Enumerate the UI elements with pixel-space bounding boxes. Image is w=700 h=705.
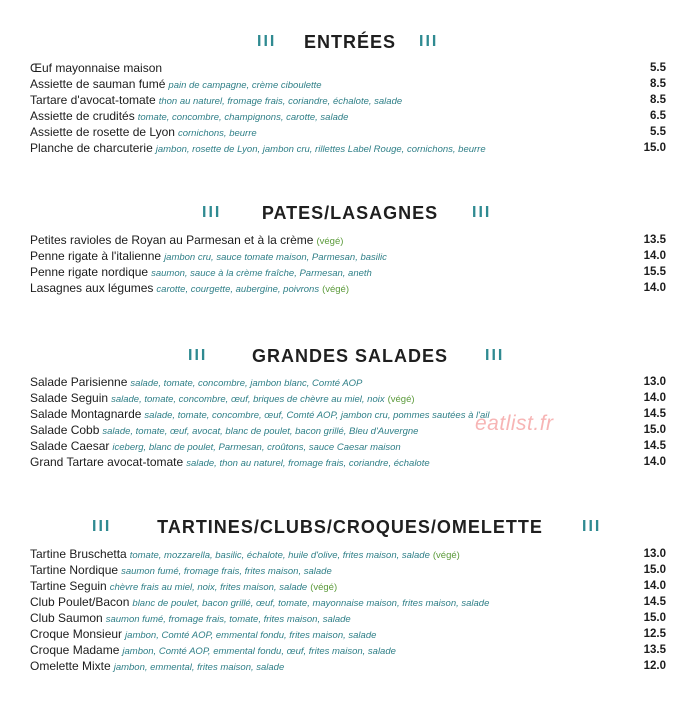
menu-item	[30, 264, 666, 280]
section-header	[0, 32, 700, 56]
section-items	[30, 232, 666, 296]
dish-price: 15.0	[643, 424, 666, 436]
menu-item	[30, 546, 666, 562]
menu-section	[0, 32, 700, 56]
dish-price: 15.0	[643, 564, 666, 576]
dish-name: Tartine Seguin	[30, 579, 107, 593]
dish-description: jambon, Comté AOP, emmental fondu, œuf, frites maison, salade	[122, 646, 396, 657]
menu-item	[30, 390, 666, 406]
menu-section	[0, 346, 700, 370]
dish-price: 13.5	[643, 234, 666, 246]
dish-price: 15.5	[643, 266, 666, 278]
vegetarian-tag: (végé)	[322, 284, 350, 295]
menu-item	[30, 610, 666, 626]
dish-name: Salade Parisienne	[30, 375, 128, 389]
section-title: ENTRÉES	[303, 32, 397, 52]
dish-name: Tartine Nordique	[30, 563, 119, 577]
dish-price: 14.0	[643, 456, 666, 468]
bars-ornament-right: III	[485, 347, 505, 364]
dish-name: Assiette de crudités	[30, 109, 135, 123]
section-title: TARTINES/CLUBS/CROQUES/OMELETTE	[157, 517, 543, 537]
dish-description: blanc de poulet, bacon grillé, œuf, tomate, mayonnaise maison, frites maison, salade	[132, 598, 490, 609]
dish-name: Salade Cobb	[30, 423, 100, 437]
watermark: eatlist.fr	[475, 412, 554, 435]
dish-description: salade, thon au naturel, fromage frais, coriandre, échalote	[186, 458, 430, 469]
dish-price: 13.0	[643, 376, 666, 388]
dish-name: Grand Tartare avocat-tomate	[30, 455, 184, 469]
dish-description: saumon, sauce à la crème fraîche, Parmesan, aneth	[151, 268, 372, 279]
dish-price: 14.0	[643, 282, 666, 294]
menu-item	[30, 642, 666, 658]
menu-section	[0, 517, 700, 541]
dish-description: tomate, concombre, champignons, carotte, salade	[137, 112, 349, 123]
dish-name: Club Poulet/Bacon	[30, 595, 130, 609]
dish-price: 14.5	[643, 440, 666, 452]
bars-ornament-right: III	[472, 204, 492, 221]
dish-name: Assiette de rosette de Lyon	[30, 125, 175, 139]
menu-item	[30, 658, 666, 674]
dish-price: 14.5	[643, 408, 666, 420]
dish-price: 8.5	[650, 78, 666, 90]
menu-item	[30, 578, 666, 594]
dish-name: Petites ravioles de Royan au Parmesan et à la crème	[30, 233, 314, 247]
dish-description: salade, tomate, concombre, jambon blanc, Comté AOP	[130, 378, 363, 389]
menu-item	[30, 406, 666, 422]
dish-description: jambon cru, sauce tomate maison, Parmesan, basilic	[164, 252, 387, 263]
bars-ornament-left: III	[188, 347, 208, 364]
dish-price: 15.0	[643, 612, 666, 624]
dish-name: Lasagnes aux légumes	[30, 281, 154, 295]
dish-price: 5.5	[650, 126, 666, 138]
bars-ornament-right: III	[582, 518, 602, 535]
dish-description: saumon fumé, fromage frais, frites maison, salade	[121, 566, 332, 577]
dish-name: Planche de charcuterie	[30, 141, 153, 155]
dish-description: cornichons, beurre	[177, 128, 257, 139]
menu-item	[30, 454, 666, 470]
menu-item	[30, 232, 666, 248]
dish-name: Club Saumon	[30, 611, 103, 625]
dish-description: carotte, courgette, aubergine, poivrons	[156, 284, 320, 295]
menu-item	[30, 76, 666, 92]
dish-price: 14.5	[643, 596, 666, 608]
dish-description: salade, tomate, œuf, avocat, blanc de poulet, bacon grillé, Bleu d'Auvergne	[102, 426, 419, 437]
section-title: PATES/LASAGNES	[261, 203, 439, 223]
dish-name: Salade Caesar	[30, 439, 110, 453]
bars-ornament-left: III	[257, 33, 277, 50]
dish-name: Penne rigate à l'italienne	[30, 249, 162, 263]
menu-item	[30, 438, 666, 454]
dish-description: thon au naturel, fromage frais, coriandre, échalote, salade	[158, 96, 403, 107]
dish-price: 15.0	[643, 142, 666, 154]
dish-name: Salade Montagnarde	[30, 407, 142, 421]
bars-ornament-left: III	[202, 204, 222, 221]
dish-name: Omelette Mixte	[30, 659, 111, 673]
dish-name: Œuf mayonnaise maison	[30, 61, 163, 75]
menu-item	[30, 248, 666, 264]
dish-description: jambon, rosette de Lyon, jambon cru, rillettes Label Rouge, cornichons, beurre	[155, 144, 486, 155]
dish-price: 13.5	[643, 644, 666, 656]
dish-name: Croque Monsieur	[30, 627, 123, 641]
menu-item	[30, 562, 666, 578]
section-title: GRANDES SALADES	[251, 346, 449, 366]
dish-price: 14.0	[643, 392, 666, 404]
bars-ornament-right: III	[419, 33, 439, 50]
vegetarian-tag: (végé)	[310, 582, 338, 593]
dish-price: 12.5	[643, 628, 666, 640]
menu-item	[30, 422, 666, 438]
dish-description: chèvre frais au miel, noix, frites maison, salade	[109, 582, 308, 593]
menu-item	[30, 60, 666, 76]
dish-name: Salade Seguin	[30, 391, 109, 405]
vegetarian-tag: (végé)	[432, 550, 460, 561]
dish-price: 12.0	[643, 660, 666, 672]
vegetarian-tag: (végé)	[387, 394, 415, 405]
dish-description: salade, tomate, concombre, œuf, briques de chèvre au miel, noix	[111, 394, 385, 405]
dish-description: jambon, Comté AOP, emmental fondu, frites maison, salade	[125, 630, 377, 641]
dish-name: Assiette de sauman fumé	[30, 77, 166, 91]
menu-item	[30, 374, 666, 390]
dish-name: Penne rigate nordique	[30, 265, 149, 279]
dish-description: pain de campagne, crème ciboulette	[168, 80, 322, 91]
menu-item	[30, 280, 666, 296]
vegetarian-tag: (végé)	[316, 236, 344, 247]
dish-name: Tartare d'avocat-tomate	[30, 93, 156, 107]
section-header	[0, 517, 700, 541]
menu-item	[30, 108, 666, 124]
dish-price: 6.5	[650, 110, 666, 122]
section-header	[0, 203, 700, 227]
menu-item	[30, 140, 666, 156]
menu-item	[30, 124, 666, 140]
dish-price: 13.0	[643, 548, 666, 560]
section-header	[0, 346, 700, 370]
dish-description: saumon fumé, fromage frais, tomate, frites maison, salade	[105, 614, 351, 625]
menu-section	[0, 203, 700, 227]
section-items	[30, 60, 666, 156]
menu-item	[30, 594, 666, 610]
dish-name: Croque Madame	[30, 643, 120, 657]
dish-description: jambon, emmental, frites maison, salade	[113, 662, 285, 673]
dish-description: iceberg, blanc de poulet, Parmesan, croûtons, sauce Caesar maison	[112, 442, 401, 453]
dish-price: 5.5	[650, 62, 666, 74]
menu-item	[30, 92, 666, 108]
dish-description: tomate, mozzarella, basilic, échalote, huile d'olive, frites maison, salade	[129, 550, 430, 561]
dish-price: 14.0	[643, 580, 666, 592]
dish-name: Tartine Bruschetta	[30, 547, 127, 561]
section-items	[30, 546, 666, 674]
menu-item	[30, 626, 666, 642]
section-items	[30, 374, 666, 470]
bars-ornament-left: III	[92, 518, 112, 535]
dish-description: salade, tomate, concombre, œuf, Comté AOP, jambon cru, pommes sautées à l'ail	[144, 410, 490, 421]
dish-price: 14.0	[643, 250, 666, 262]
dish-price: 8.5	[650, 94, 666, 106]
